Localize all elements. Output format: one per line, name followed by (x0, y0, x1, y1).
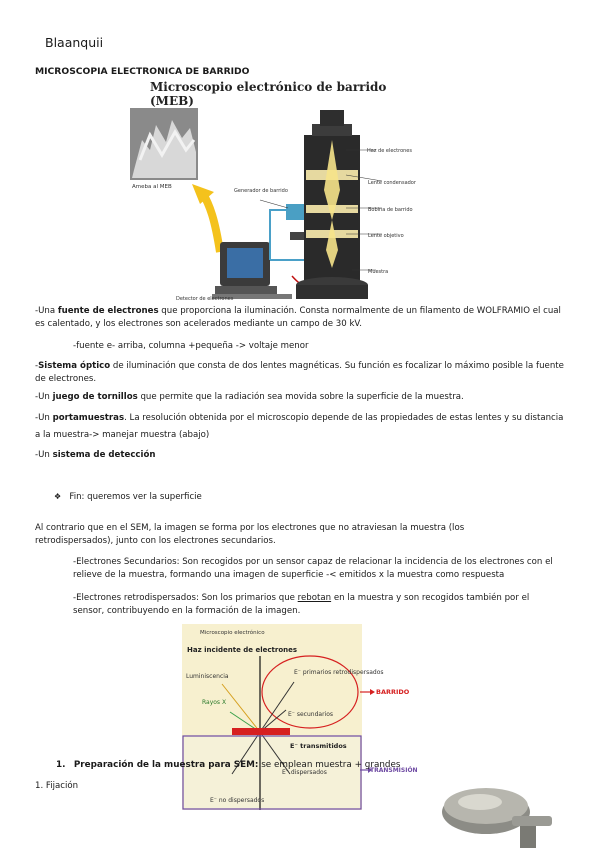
subsection-fijacion: 1. Fijación (35, 781, 79, 791)
paragraph-electron-source: -Una fuente de electrones que proporciona la iluminación. Consta normalmente de un filamento de WOLFRAMIO el cual es calentado, y los electrones son acelerados mediante un campo de 30 kV. (35, 306, 561, 329)
paragraph-sample-holder: -Un portamuestras. La resolución obtenida por el microscopio depende de las propiedades de estas lentes y su distancia a la muestra-> manejar muestra (abajo) (35, 413, 564, 440)
paragraph-screws: -Un juego de tornillos que permite que la radiación sea movida sobre la superficie de la muestra. (35, 392, 464, 402)
yellow-arrow (202, 192, 220, 252)
paragraph-comparison: Al contrario que en el SEM, la imagen se forma por los electrones que no atraviesan la muestra (los retrodispersados), junto con los electrones secundarios. (35, 523, 465, 546)
label-beam: Haz de electrones (367, 148, 412, 154)
label-primarios: E⁻ primarios retrodispersados (294, 669, 384, 676)
electron-interaction-figure (182, 624, 384, 810)
label-detector: Detector de electrones (176, 296, 234, 302)
figure-title: Microscopio electrónico de barrido (MEB) (150, 80, 387, 108)
label-secundarios: E⁻ secundarios (288, 711, 334, 718)
label-incident-beam: Haz incidente de electrones (187, 646, 298, 654)
section-heading: MICROSCOPIA ELECTRONICA DE BARRIDO (35, 66, 250, 77)
label-transmitidos: E⁻ transmitidos (290, 742, 347, 750)
label-dispersados: E⁻ dispersados (282, 769, 327, 776)
figure2-title: Microscopio electrónico (200, 630, 265, 636)
sample-bar (232, 728, 290, 735)
sem-diagram (120, 80, 416, 308)
paragraph-optical-system: -Sistema óptico de iluminación que consta de dos lentes magnéticas. Su función es focalizar lo máximo posible la fuente de electrones. (35, 361, 564, 384)
section-preparation: 1. Preparación de la muestra para SEM: se emplean muestra + grandes (56, 760, 401, 770)
electron-interaction-diagram (182, 624, 384, 810)
label-sample: Muestra (368, 269, 389, 275)
sample-holder-image (420, 772, 562, 848)
micrograph-caption: Ameba al MEB (132, 184, 172, 190)
label-barrido: BARRIDO (376, 688, 410, 696)
label-generator: Generador de barrido (234, 188, 288, 194)
sem-diagram-figure (120, 80, 416, 308)
paragraph-detection: -Un sistema de detección (35, 450, 156, 460)
paragraph-backscattered-electrons: -Electrones retrodispersados: Son los primarios que rebotan en la muestra y son recogidos también por el sensor, contribuyendo en la formación de la imagen. (73, 593, 530, 616)
label-deflection: Bobina de barrido (368, 207, 413, 213)
label-objective: Lente objetivo (368, 233, 404, 239)
bullet-diamond-icon: ❖ (54, 492, 62, 501)
label-luminiscencia: Luminiscencia (186, 673, 229, 680)
paragraph-note-source: -fuente e- arriba, columna +pequeña -> voltaje menor (73, 341, 309, 351)
sample-holder-photo (420, 772, 562, 848)
paragraph-secondary-electrons: -Electrones Secundarios: Son recogidos por un sensor capaz de relacionar la incidencia de los electrones con el relieve de la muestra, formando una imagen de superficie -< emitidos x la muestra como respuesta (73, 557, 553, 580)
label-condenser: Lente condensador (368, 180, 416, 186)
label-transmision: TRANSMISIÓN (370, 767, 418, 774)
label-no-dispersados: E⁻ no dispersados (210, 797, 265, 804)
label-rayos-x: Rayos X (202, 699, 227, 706)
author-name: Blaanquii (45, 35, 104, 50)
bullet-item: ❖ Fin: queremos ver la superficie (54, 492, 202, 502)
